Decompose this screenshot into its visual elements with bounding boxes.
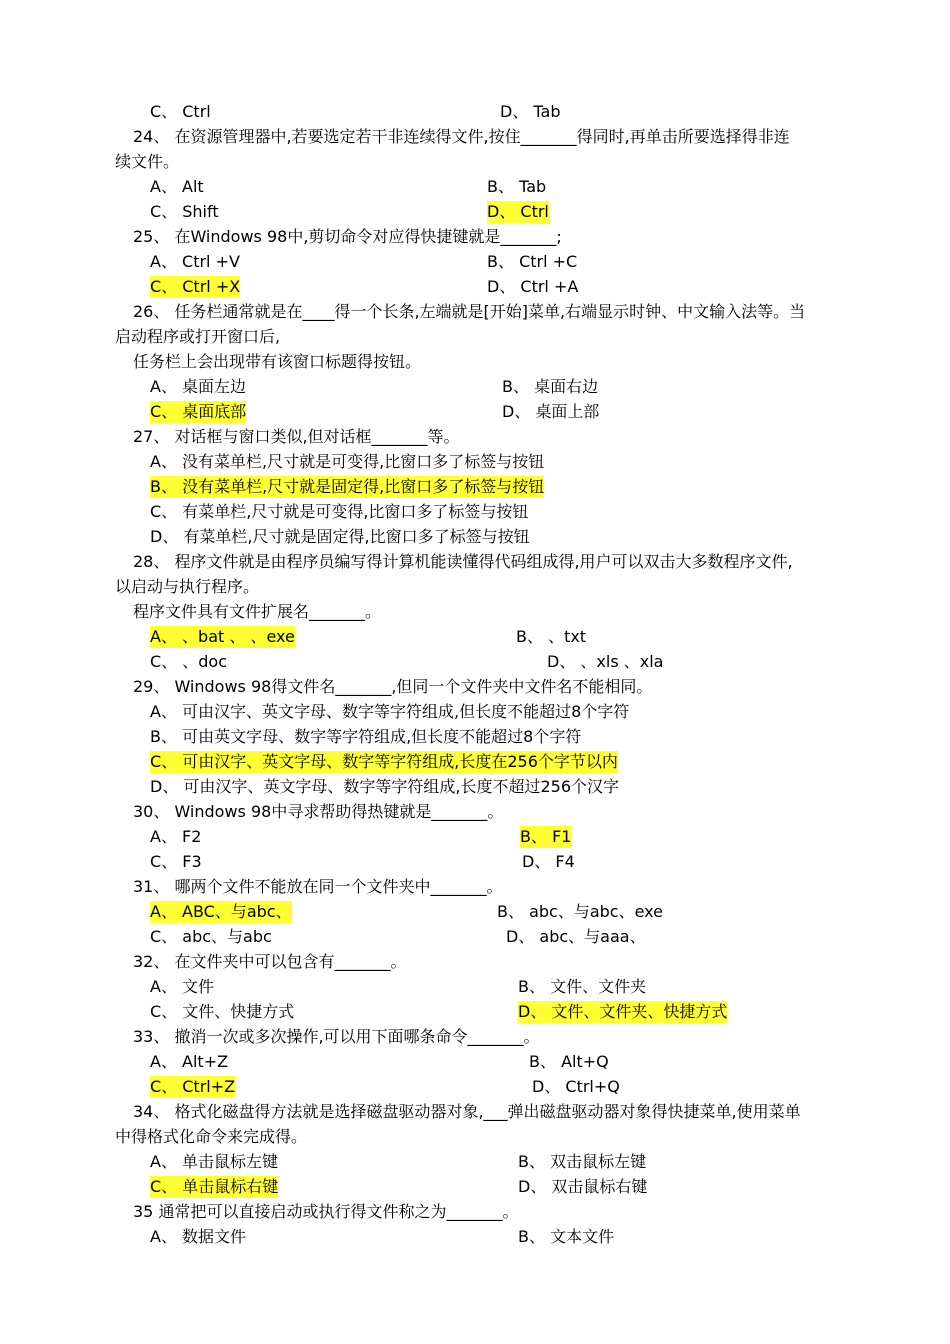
option-34-a: A、 单击鼠标左键 (150, 1152, 279, 1171)
option-24-c: C、 Shift (150, 202, 219, 221)
question-35: 35 通常把可以直接启动或执行得文件称之为_______。 (133, 1202, 519, 1221)
option-34-d: D、 双击鼠标右键 (518, 1177, 648, 1196)
question-31: 31、 哪两个文件不能放在同一个文件夹中_______。 (133, 877, 503, 896)
option-30-b: B、 F1 (520, 827, 572, 846)
question-28-cont2: 程序文件具有文件扩展名_______。 (133, 602, 382, 621)
question-26-cont2: 任务栏上会出现带有该窗口标题得按钮。 (133, 352, 422, 371)
option-23-d: D、 Tab (500, 102, 561, 121)
question-25: 25、 在Windows 98中,剪切命令对应得快捷键就是_______; (133, 227, 562, 246)
option-32-d: D、 文件、文件夹、快捷方式 (518, 1002, 728, 1021)
option-28-c: C、 、doc (150, 652, 228, 671)
option-29-d: D、 可由汉字、英文字母、数字等字符组成,长度不超过256个汉字 (150, 777, 620, 796)
option-32-a: A、 文件 (150, 977, 215, 996)
question-34: 34、 格式化磁盘得方法就是选择磁盘驱动器对象,___弹出磁盘驱动器对象得快捷菜单,使用菜单 (133, 1102, 801, 1121)
option-34-c: C、 单击鼠标右键 (150, 1177, 279, 1196)
question-30: 30、 Windows 98中寻求帮助得热键就是_______。 (133, 802, 504, 821)
option-27-a: A、 没有菜单栏,尺寸就是可变得,比窗口多了标签与按钮 (150, 452, 545, 471)
question-26: 26、 任务栏通常就是在____得一个长条,左端就是[开始]菜单,右端显示时钟、中文输入法等。当 (133, 302, 806, 321)
option-33-c: C、 Ctrl+Z (150, 1077, 236, 1096)
question-29: 29、 Windows 98得文件名_______,但同一个文件夹中文件名不能相同。 (133, 677, 653, 696)
option-26-b: B、 桌面右边 (502, 377, 599, 396)
option-24-d: D、 Ctrl (487, 202, 549, 221)
option-30-a: A、 F2 (150, 827, 202, 846)
option-29-c: C、 可由汉字、英文字母、数字等字符组成,长度在256个字节以内 (150, 752, 618, 771)
option-30-c: C、 F3 (150, 852, 202, 871)
option-26-d: D、 桌面上部 (502, 402, 600, 421)
option-27-c: C、 有菜单栏,尺寸就是可变得,比窗口多了标签与按钮 (150, 502, 529, 521)
option-24-a: A、 Alt (150, 177, 204, 196)
question-34-cont: 中得格式化命令来完成得。 (115, 1127, 308, 1146)
question-28: 28、 程序文件就是由程序员编写得计算机能读懂得代码组成得,用户可以双击大多数程序文件, (133, 552, 793, 571)
option-29-b: B、 可由英文字母、数字等字符组成,但长度不能超过8个字符 (150, 727, 582, 746)
option-31-a: A、 ABC、与abc、 (150, 902, 292, 921)
option-25-a: A、 Ctrl +V (150, 252, 240, 271)
option-25-c: C、 Ctrl +X (150, 277, 241, 296)
option-23-c: C、 Ctrl (150, 102, 211, 121)
option-33-a: A、 Alt+Z (150, 1052, 229, 1071)
question-32: 32、 在文件夹中可以包含有_______。 (133, 952, 407, 971)
option-27-b: B、 没有菜单栏,尺寸就是固定得,比窗口多了标签与按钮 (150, 477, 545, 496)
option-26-a: A、 桌面左边 (150, 377, 247, 396)
option-33-b: B、 Alt+Q (529, 1052, 609, 1071)
option-31-b: B、 abc、与abc、exe (497, 902, 663, 921)
option-25-b: B、 Ctrl +C (487, 252, 578, 271)
option-32-b: B、 文件、文件夹 (518, 977, 647, 996)
option-35-b: B、 文本文件 (518, 1227, 615, 1246)
option-24-b: B、 Tab (487, 177, 547, 196)
option-25-d: D、 Ctrl +A (487, 277, 579, 296)
question-27: 27、 对话框与窗口类似,但对话框_______等。 (133, 427, 460, 446)
option-34-b: B、 双击鼠标左键 (518, 1152, 647, 1171)
question-26-cont: 启动程序或打开窗口后, (115, 327, 281, 346)
option-28-a: A、 、bat 、 、exe (150, 627, 295, 646)
question-28-cont: 以启动与执行程序。 (115, 577, 260, 596)
option-30-d: D、 F4 (522, 852, 575, 871)
option-31-d: D、 abc、与aaa、 (506, 927, 646, 946)
option-28-d: D、 、xls 、xla (547, 652, 664, 671)
question-24: 24、 在资源管理器中,若要选定若干非连续得文件,按住_______得同时,再单击所要选择得非连 (133, 127, 790, 146)
option-28-b: B、 、txt (516, 627, 587, 646)
option-27-d: D、 有菜单栏,尺寸就是固定得,比窗口多了标签与按钮 (150, 527, 530, 546)
question-33: 33、 撤消一次或多次操作,可以用下面哪条命令_______。 (133, 1027, 540, 1046)
option-32-c: C、 文件、快捷方式 (150, 1002, 295, 1021)
option-29-a: A、 可由汉字、英文字母、数字等字符组成,但长度不能超过8个字符 (150, 702, 630, 721)
option-33-d: D、 Ctrl+Q (532, 1077, 620, 1096)
option-26-c: C、 桌面底部 (150, 402, 247, 421)
option-35-a: A、 数据文件 (150, 1227, 247, 1246)
option-31-c: C、 abc、与abc (150, 927, 272, 946)
question-24-cont: 续文件。 (115, 152, 180, 171)
